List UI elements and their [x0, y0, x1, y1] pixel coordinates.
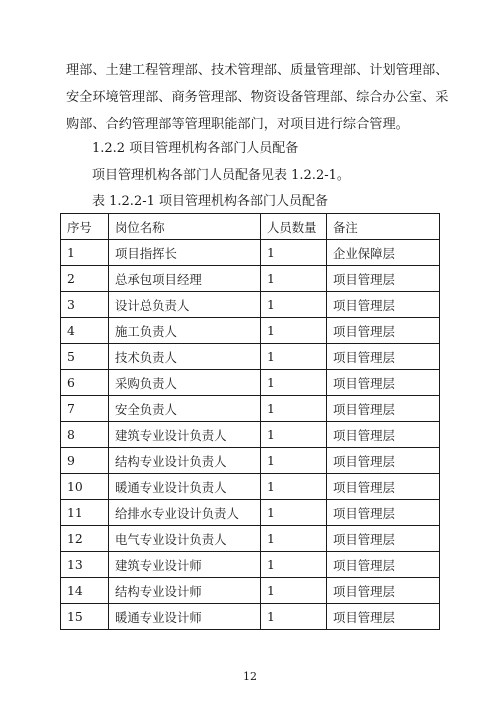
cell-count: 1	[261, 396, 327, 422]
paragraph-line: 理部、土建工程管理部、技术管理部、质量管理部、计划管理部、	[66, 63, 449, 78]
table-row	[61, 552, 440, 578]
cell-position: 总承包项目经理	[109, 266, 261, 292]
cell-index: 8	[61, 422, 109, 448]
cell-note: 项目管理层	[327, 422, 440, 448]
cell-count: 1	[261, 604, 327, 630]
cell-position: 安全负责人	[109, 396, 261, 422]
cell-note: 项目管理层	[327, 552, 440, 578]
cell-index: 6	[61, 370, 109, 396]
cell-note: 项目管理层	[327, 448, 440, 474]
table-row	[61, 266, 440, 292]
header-position: 岗位名称	[109, 214, 261, 240]
cell-position: 结构专业设计负责人	[109, 448, 261, 474]
header-note: 备注	[327, 214, 440, 240]
table-row	[61, 604, 440, 630]
cell-note: 项目管理层	[327, 292, 440, 318]
page-number: 12	[243, 670, 257, 683]
table-row	[61, 318, 440, 344]
staffing-table	[60, 213, 440, 630]
cell-position: 暖通专业设计师	[109, 604, 261, 630]
table-row	[61, 500, 440, 526]
cell-position: 暖通专业设计负责人	[109, 474, 261, 500]
table-caption: 表 1.2.2-1 项目管理机构各部门人员配备	[92, 194, 329, 209]
cell-count: 1	[261, 526, 327, 552]
body-paragraph	[66, 57, 449, 138]
cell-position: 建筑专业设计师	[109, 552, 261, 578]
table-row	[61, 370, 440, 396]
cell-note: 项目管理层	[327, 474, 440, 500]
table-row	[61, 474, 440, 500]
cell-position: 建筑专业设计负责人	[109, 422, 261, 448]
table-row	[61, 396, 440, 422]
cell-index: 13	[61, 552, 109, 578]
cell-note: 项目管理层	[327, 500, 440, 526]
cell-count: 1	[261, 422, 327, 448]
cell-note: 企业保障层	[327, 240, 440, 266]
cell-note: 项目管理层	[327, 344, 440, 370]
cell-count: 1	[261, 448, 327, 474]
cell-count: 1	[261, 318, 327, 344]
cell-note: 项目管理层	[327, 370, 440, 396]
cell-index: 5	[61, 344, 109, 370]
cell-note: 项目管理层	[327, 578, 440, 604]
cell-note: 项目管理层	[327, 396, 440, 422]
cell-count: 1	[261, 240, 327, 266]
cell-index: 10	[61, 474, 109, 500]
table-row	[61, 526, 440, 552]
cell-index: 3	[61, 292, 109, 318]
section-heading: 1.2.2 项目管理机构各部门人员配备	[92, 141, 299, 156]
cell-index: 4	[61, 318, 109, 344]
table-row	[61, 578, 440, 604]
cell-index: 12	[61, 526, 109, 552]
cell-position: 技术负责人	[109, 344, 261, 370]
cell-position: 设计总负责人	[109, 292, 261, 318]
table-row	[61, 292, 440, 318]
cell-index: 2	[61, 266, 109, 292]
paragraph-line: 购部、合约管理部等管理职能部门，对项目进行综合管理。	[66, 117, 409, 132]
cell-count: 1	[261, 292, 327, 318]
cell-count: 1	[261, 578, 327, 604]
table-row	[61, 344, 440, 370]
cell-position: 给排水专业设计负责人	[109, 500, 261, 526]
cell-count: 1	[261, 370, 327, 396]
cell-index: 7	[61, 396, 109, 422]
cell-count: 1	[261, 474, 327, 500]
cell-position: 电气专业设计负责人	[109, 526, 261, 552]
cell-index: 15	[61, 604, 109, 630]
cell-count: 1	[261, 500, 327, 526]
cell-count: 1	[261, 552, 327, 578]
cell-index: 9	[61, 448, 109, 474]
cell-position: 采购负责人	[109, 370, 261, 396]
cell-note: 项目管理层	[327, 604, 440, 630]
header-count: 人员数量	[261, 214, 327, 240]
cell-position: 施工负责人	[109, 318, 261, 344]
cell-index: 14	[61, 578, 109, 604]
cell-index: 1	[61, 240, 109, 266]
cell-note: 项目管理层	[327, 318, 440, 344]
cell-position: 结构专业设计师	[109, 578, 261, 604]
cell-index: 11	[61, 500, 109, 526]
cell-note: 项目管理层	[327, 266, 440, 292]
cell-note: 项目管理层	[327, 526, 440, 552]
cell-count: 1	[261, 344, 327, 370]
header-index: 序号	[61, 214, 109, 240]
table-row	[61, 240, 440, 266]
table-row	[61, 422, 440, 448]
paragraph-line: 安全环境管理部、商务管理部、物资设备管理部、综合办公室、采	[66, 90, 449, 105]
cell-position: 项目指挥长	[109, 240, 261, 266]
table-row	[61, 448, 440, 474]
intro-text: 项目管理机构各部门人员配备见表 1.2.2-1。	[92, 168, 350, 183]
table-header-row	[61, 214, 440, 240]
cell-count: 1	[261, 266, 327, 292]
